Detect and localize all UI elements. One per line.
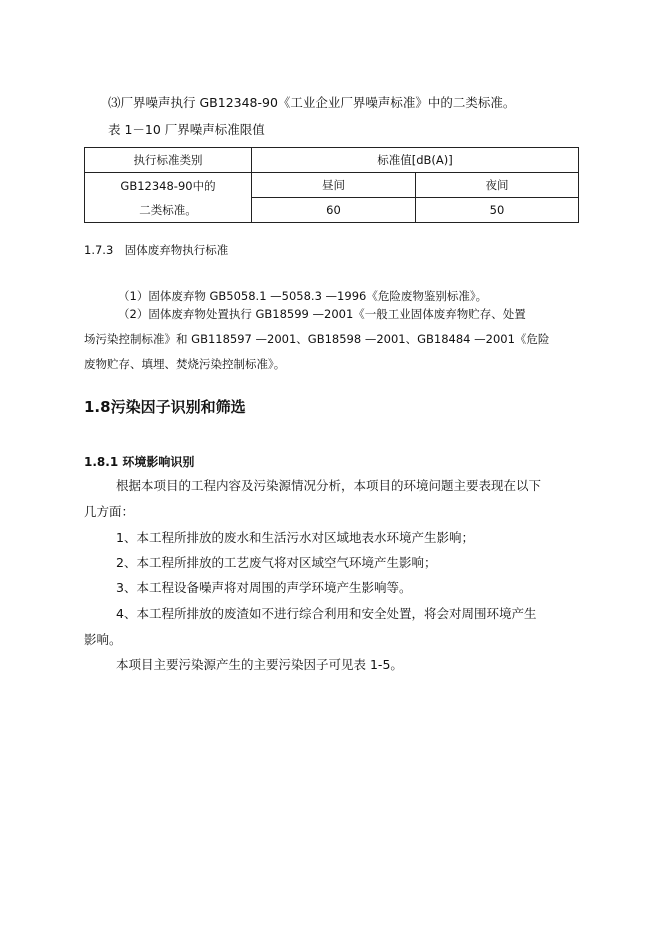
category-line-1: GB12348-90中的 <box>120 178 216 193</box>
solid-waste-item-1: （1）固体废弃物 GB5058.1 —5058.3 —1996《危险废物鉴别标准》。 <box>118 289 488 303</box>
solid-waste-item-2-line-3: 废物贮存、填埋、焚烧污染控制标准》。 <box>84 357 286 371</box>
noise-limit-table <box>84 147 579 223</box>
solid-waste-item-2-line-2: 场污染控制标准》和 GB118597 —2001、GB18598 —2001、GB18484 —2001《危险 <box>84 332 550 346</box>
para-line-2: 几方面： <box>84 504 135 519</box>
section-1-7-3-title: 1.7.3 固体废弃物执行标准 <box>84 243 229 257</box>
closing-line: 本项目主要污染源产生的主要污染因子可见表 1-5。 <box>116 657 403 672</box>
col-header-category: 执行标准类别 <box>85 148 252 173</box>
para-line-1: 根据本项目的工程内容及污染源情况分析，本项目的环境问题主要表现在以下 <box>116 478 542 493</box>
impact-item-4-line-2: 影响。 <box>84 632 122 647</box>
impact-item-2: 2、本工程所排放的工艺废气将对区域空气环境产生影响； <box>116 555 437 570</box>
day-label-cell: 昼间 <box>252 173 416 198</box>
night-label-cell: 夜间 <box>416 173 579 198</box>
category-cell <box>85 173 252 223</box>
impact-item-4-line-1: 4、本工程所排放的废渣如不进行综合利用和安全处置，将会对周围环境产生 <box>116 606 537 621</box>
col-header-value: 标准值[dB(A)] <box>252 148 579 173</box>
table-header-row <box>85 148 579 173</box>
section-1-8-1-title: 1.8.1 环境影响识别 <box>84 455 195 469</box>
noise-standard-intro: ⑶厂界噪声执行 GB12348-90《工业企业厂界噪声标准》中的二类标准。 <box>108 95 516 110</box>
impact-item-1: 1、本工程所排放的废水和生活污水对区域地表水环境产生影响； <box>116 530 474 545</box>
impact-item-3: 3、本工程设备噪声将对周围的声学环境产生影响等。 <box>116 580 412 595</box>
solid-waste-item-2-line-1: （2）固体废弃物处置执行 GB18599 —2001《一般工业固体废弃物贮存、处置 <box>118 307 526 321</box>
table-row <box>85 173 579 198</box>
category-line-2: 二类标准。 <box>139 202 197 217</box>
night-value-cell: 50 <box>416 198 579 223</box>
section-1-8-title: 1.8污染因子识别和筛选 <box>84 398 246 416</box>
table-caption: 表 1－10 厂界噪声标准限值 <box>108 122 265 137</box>
day-value-cell: 60 <box>252 198 416 223</box>
